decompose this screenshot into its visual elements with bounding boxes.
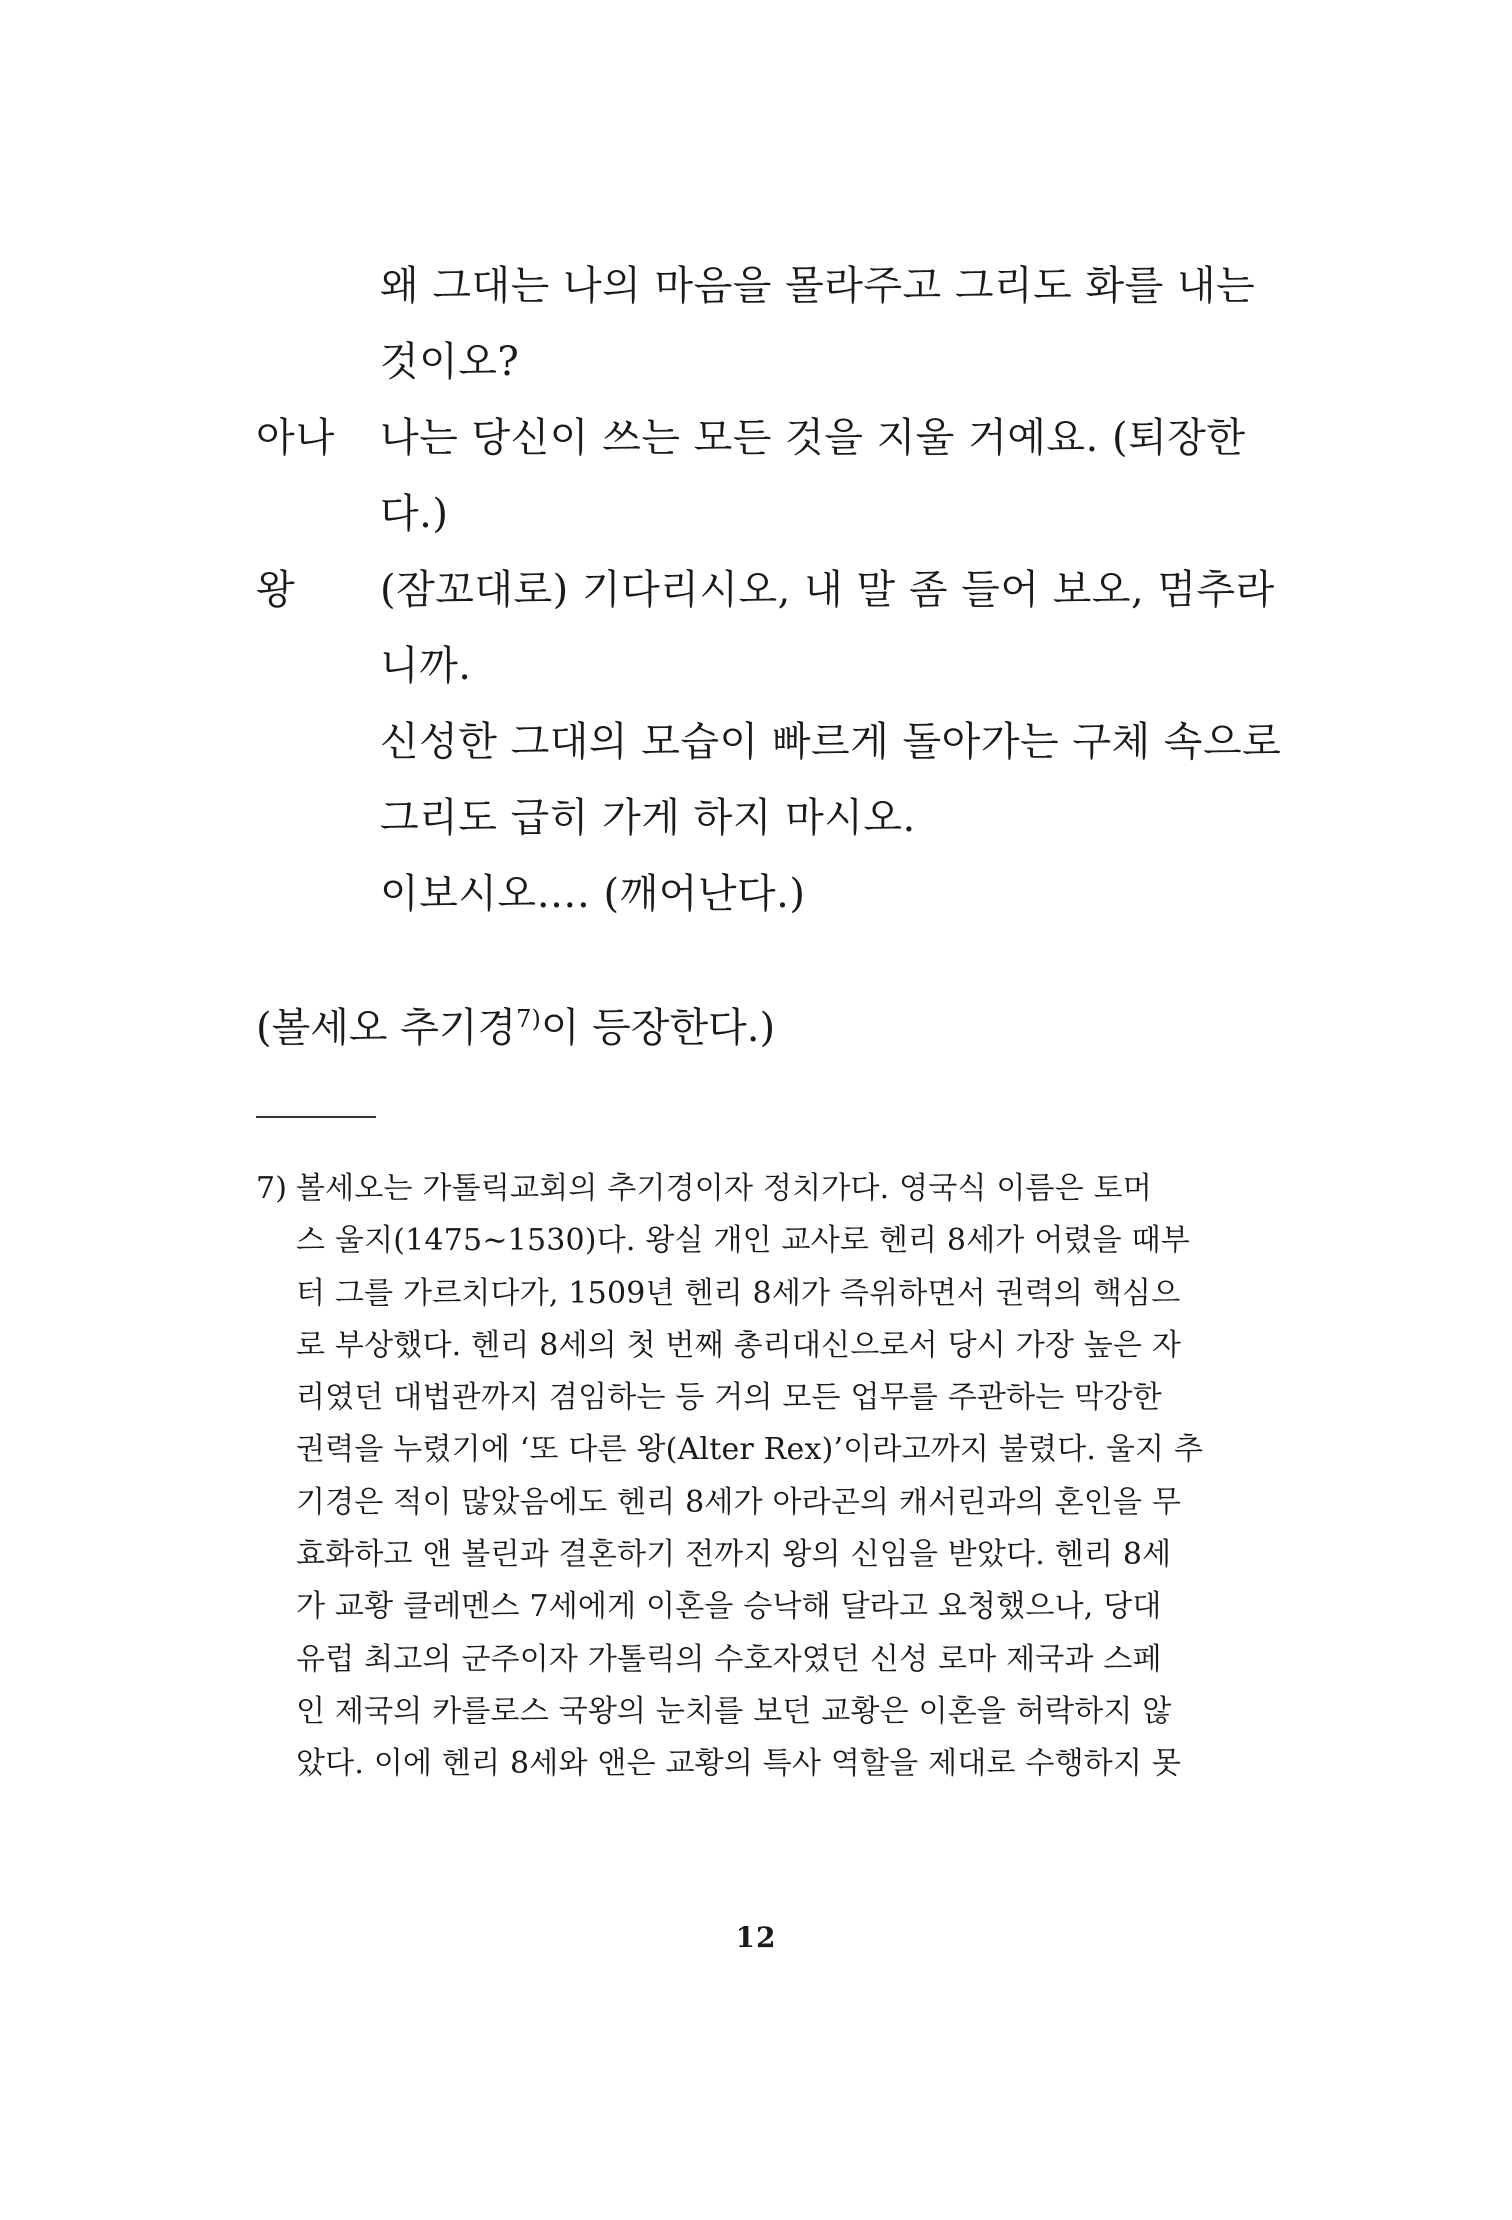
speech-text — [380, 400, 1246, 552]
speech-line: 왜 그대는 나의 마음을 몰라주고 그리도 화를 내는 — [380, 263, 1256, 309]
footnote-reference: 7) — [516, 1005, 541, 1033]
speaker-name: 왕 — [256, 567, 296, 613]
speech-text — [380, 552, 1282, 932]
footnote-line: 았다. 이에 헨리 8세와 앤은 교황의 특사 역할을 제대로 수행하지 못 — [296, 1746, 1182, 1782]
speech-line: 이보시오…. (깨어난다.) — [380, 871, 806, 917]
dialogue-turn — [256, 400, 1256, 552]
speech-line: 니까. — [380, 643, 472, 689]
footnote-line: 스 울지(1475∼1530)다. 왕실 개인 교사로 헨리 8세가 어렸을 때부 — [296, 1223, 1190, 1259]
footnote-line: 권력을 누렸기에 ‘또 다른 왕(Alter Rex)’이라고까지 불렸다. 울지 추 — [296, 1432, 1204, 1468]
page-number: 12 — [735, 1921, 777, 1954]
footnote-line: 가 교황 클레멘스 7세에게 이혼을 승낙해 달라고 요청했으나, 당대 — [296, 1589, 1162, 1625]
footnote-line: 기경은 적이 많았음에도 헨리 8세가 아라곤의 캐서린과의 혼인을 무 — [296, 1484, 1182, 1520]
stage-direction-text: 이 등장한다.) — [540, 1005, 776, 1051]
footnote-line: 터 그를 가르치다가, 1509년 헨리 8세가 즉위하면서 권력의 핵심으 — [296, 1275, 1181, 1311]
footnote-line: 인 제국의 카를로스 국왕의 눈치를 보던 교황은 이혼을 허락하지 않 — [296, 1693, 1172, 1729]
footnote-line: 리였던 대법관까지 겸임하는 등 거의 모든 업무를 주관하는 막강한 — [296, 1380, 1162, 1416]
dialogue-block — [256, 248, 1282, 932]
stage-direction-text: (볼세오 추기경 — [256, 1005, 517, 1051]
footnote-line: 효화하고 앤 볼린과 결혼하기 전까지 왕의 신임을 받았다. 헨리 8세 — [296, 1537, 1172, 1573]
speech-line: 다.) — [380, 491, 449, 537]
footnote-marker: 7) — [256, 1171, 288, 1206]
speech-line: 그리도 급히 가게 하지 마시오. — [380, 795, 916, 841]
footnote — [256, 1163, 1216, 1791]
stage-direction — [256, 990, 775, 1066]
footnote-line: 유럽 최고의 군주이자 가톨릭의 수호자였던 신성 로마 제국과 스페 — [296, 1641, 1162, 1677]
dialogue-turn — [256, 552, 1282, 932]
speech-line: 신성한 그대의 모습이 빠르게 돌아가는 구체 속으로 — [380, 719, 1282, 765]
speech-line: 나는 당신이 쓰는 모든 것을 지울 거예요. (퇴장한 — [380, 415, 1246, 461]
speech-text — [380, 248, 1256, 400]
footnote-line — [256, 1163, 1216, 1215]
footnote-text: 볼세오는 가톨릭교회의 추기경이자 정치가다. 영국식 이름은 토머 — [296, 1171, 1153, 1206]
speech-line: 것이오? — [380, 339, 520, 385]
footnote-divider — [256, 1116, 376, 1118]
footnote-line: 로 부상했다. 헨리 8세의 첫 번째 총리대신으로서 당시 가장 높은 자 — [296, 1327, 1182, 1363]
speaker-name: 아나 — [256, 415, 336, 461]
dialogue-turn — [256, 248, 1256, 400]
speech-line: (잠꼬대로) 기다리시오, 내 말 좀 들어 보오, 멈추라 — [380, 567, 1275, 613]
